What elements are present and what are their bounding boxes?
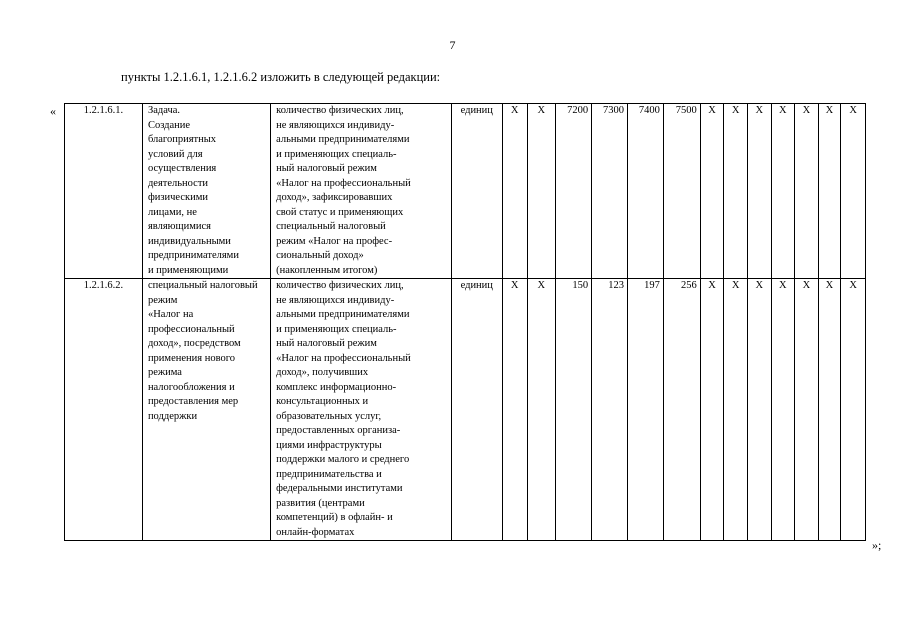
task-line: применения нового <box>147 352 236 364</box>
task-line: Задача. <box>147 105 181 116</box>
task-line: «Налог на <box>147 309 194 320</box>
description-line: не являющихся индивиду- <box>276 294 395 306</box>
description-line: «Налог на профессиональный <box>276 177 411 189</box>
description-line: ный налоговый режим <box>276 338 377 349</box>
value-cell: X <box>841 279 866 541</box>
value-cell: 256 <box>663 279 700 541</box>
task-cell <box>142 104 270 279</box>
task-line: благоприятных <box>147 134 217 145</box>
description-line: и применяющих специаль- <box>276 148 397 160</box>
description-line: специальный налоговый <box>276 221 386 232</box>
value-cell: 123 <box>592 279 628 541</box>
value-cell: 7200 <box>556 104 592 279</box>
closing-quote: »; <box>872 538 882 552</box>
task-line: условий для <box>147 148 203 160</box>
description-line: «Налог на профессиональный <box>276 352 411 364</box>
task-line: деятельности <box>147 177 209 189</box>
description-line: комплекс информационно- <box>276 381 397 393</box>
value-cell: X <box>795 279 819 541</box>
description-cell <box>271 279 452 541</box>
task-line: Создание <box>147 119 191 131</box>
task-line: режима <box>147 367 182 378</box>
value-cell: X <box>700 104 724 279</box>
description-line: режим «Налог на профес- <box>276 235 393 247</box>
table-row <box>65 279 866 541</box>
description-line: доход», получивших <box>276 367 369 378</box>
description-line: онлайн-форматах <box>276 526 355 538</box>
description-line: доход», зафиксировавших <box>276 192 393 203</box>
description-line: сиональный доход» <box>276 250 364 261</box>
unit-cell: единиц <box>451 104 502 279</box>
description-line: количество физических лиц, <box>276 105 404 116</box>
task-cell <box>142 279 270 541</box>
value-cell: X <box>747 279 771 541</box>
description-line: консультационных и <box>276 396 369 407</box>
opening-quote: « <box>50 104 56 118</box>
task-line: профессиональный <box>147 323 235 335</box>
value-cell: X <box>841 104 866 279</box>
description-line: и применяющих специаль- <box>276 323 397 335</box>
task-line: предпринимателями <box>147 250 239 261</box>
description-line: (накопленным итогом) <box>276 264 378 276</box>
description-line: альными предпринимателями <box>276 134 410 145</box>
description-line: образовательных услуг, <box>276 410 382 422</box>
task-line: специальный налоговый режим <box>147 280 258 306</box>
task-line: индивидуальными <box>147 235 231 247</box>
value-cell: X <box>502 279 527 541</box>
task-line: лицами, не <box>147 206 197 218</box>
value-cell: X <box>771 104 795 279</box>
value-cell: 7500 <box>663 104 700 279</box>
value-cell: X <box>771 279 795 541</box>
intro-text: пункты 1.2.1.6.1, 1.2.1.6.2 изложить в следующей редакции: <box>121 70 441 84</box>
value-cell: X <box>818 104 841 279</box>
value-cell: X <box>795 104 819 279</box>
value-cell: X <box>747 104 771 279</box>
value-cell: X <box>724 104 748 279</box>
value-cell: X <box>724 279 748 541</box>
description-line: федеральными институтами <box>276 483 403 494</box>
description-line: ный налоговый режим <box>276 163 377 174</box>
unit-cell: единиц <box>451 279 502 541</box>
value-cell: 197 <box>627 279 663 541</box>
description-line: альными предпринимателями <box>276 309 410 320</box>
value-cell: X <box>502 104 527 279</box>
task-line: являющимися <box>147 221 211 232</box>
description-line: свой статус и применяющих <box>276 206 404 218</box>
value-cell: X <box>527 279 556 541</box>
value-cell: X <box>818 279 841 541</box>
table-row <box>65 104 866 279</box>
description-line: не являющихся индивиду- <box>276 119 395 131</box>
task-line: осуществления <box>147 163 217 174</box>
row-code: 1.2.1.6.2. <box>65 279 143 541</box>
value-cell: 7400 <box>627 104 663 279</box>
task-line: доход», посредством <box>147 338 241 349</box>
value-cell: X <box>527 104 556 279</box>
task-line: и применяющими <box>147 264 229 276</box>
value-cell: 7300 <box>592 104 628 279</box>
task-line: поддержки <box>147 410 198 422</box>
description-line: предпринимательства и <box>276 468 382 480</box>
value-cell: 150 <box>556 279 592 541</box>
description-line: развития (центрами <box>276 497 365 509</box>
task-line: предоставления мер <box>147 396 239 407</box>
indicators-table <box>64 103 866 541</box>
value-cell: X <box>700 279 724 541</box>
description-line: компетенций) в офлайн- и <box>276 512 393 523</box>
description-line: количество физических лиц, <box>276 280 404 291</box>
description-line: циями инфраструктуры <box>276 439 382 451</box>
task-line: физическими <box>147 192 208 203</box>
row-code: 1.2.1.6.1. <box>65 104 143 279</box>
description-cell <box>271 104 452 279</box>
task-line: налогообложения и <box>147 381 235 393</box>
description-line: предоставленных организа- <box>276 425 401 436</box>
page-number: 7 <box>449 38 456 52</box>
description-line: поддержки малого и среднего <box>276 454 410 465</box>
